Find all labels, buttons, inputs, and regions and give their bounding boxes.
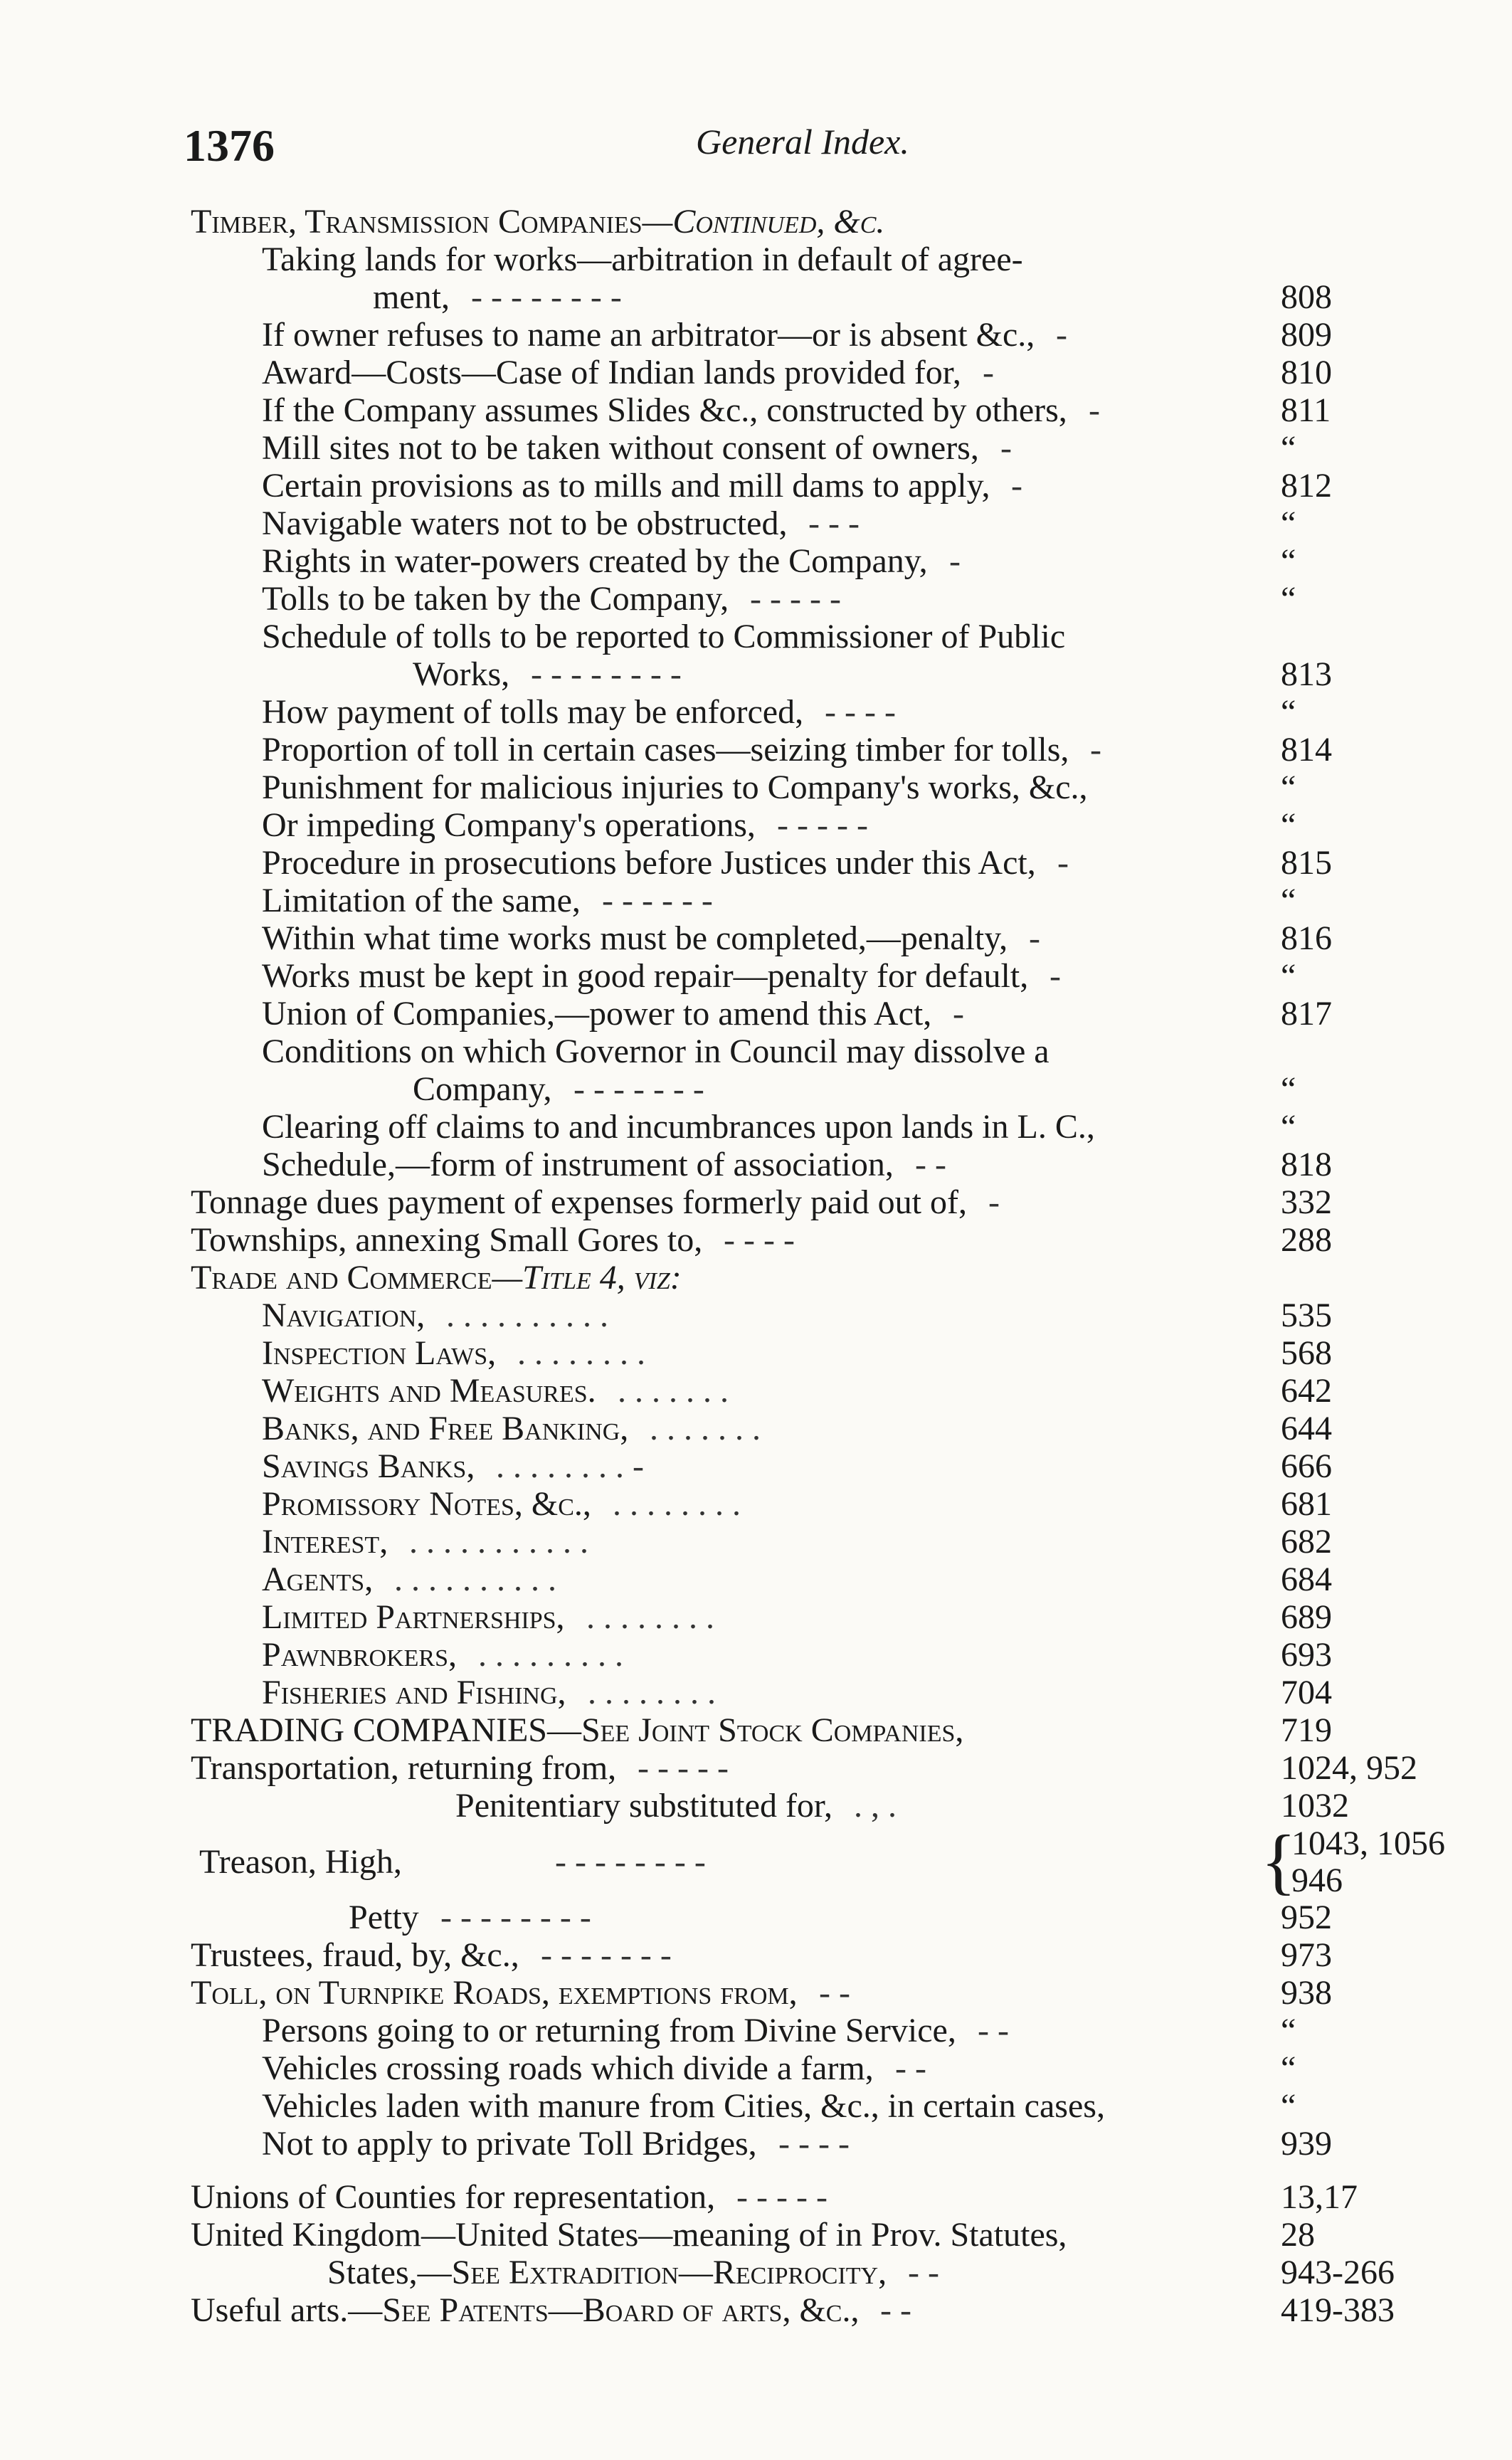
index-entry	[0, 1936, 1512, 1974]
leader-dots: . . . . . . . . .	[478, 1636, 623, 1674]
entry-text: Savings Banks,	[262, 1447, 475, 1485]
page-ref: 682	[1281, 1523, 1332, 1561]
index-entry	[0, 731, 1512, 769]
entry-text: Rights in water-powers created by the Company,	[262, 542, 928, 580]
index-entry	[0, 1523, 1512, 1561]
page-ref: 1024, 952	[1281, 1749, 1417, 1787]
index-entry	[0, 2012, 1512, 2049]
leader-dots: - - - - -	[750, 580, 841, 618]
leader-dots: - - - -	[724, 1221, 795, 1259]
entry-text: Tolls to be taken by the Company,	[262, 580, 729, 618]
index-entry	[0, 1674, 1512, 1711]
entry-text: Pawnbrokers,	[262, 1636, 457, 1674]
page-ref: 814	[1281, 731, 1332, 769]
leader-dots: . . . . . . . .	[517, 1334, 645, 1372]
entry-text: Certain provisions as to mills and mill dams to apply,	[262, 467, 990, 505]
entry-text: Award—Costs—Case of Indian lands provided for,	[262, 354, 961, 391]
entry-text: Penitentiary substituted for,	[455, 1787, 832, 1825]
leader-dots: . . . . . . . . . .	[446, 1297, 608, 1334]
entry-text: Union of Companies,—power to amend this Act,	[262, 995, 932, 1033]
index-entry	[0, 957, 1512, 995]
entry-text: Tonnage dues payment of expenses formerly paid out of,	[191, 1183, 967, 1221]
entry-text: Townships, annexing Small Gores to,	[191, 1221, 703, 1259]
leader-dots: -	[953, 995, 964, 1033]
leader-dots: -	[1011, 467, 1022, 505]
entry-text: Within what time works must be completed,—penalty,	[262, 919, 1008, 957]
leader-dots: -	[1089, 391, 1100, 429]
page-ref: 719	[1281, 1711, 1332, 1749]
page-ref: 815	[1281, 844, 1332, 882]
page-ref: 693	[1281, 1636, 1332, 1674]
entry-continuation: —Continued, &c.	[642, 203, 885, 241]
entry-text: States,—See Extradition—Reciprocity,	[327, 2254, 887, 2291]
entry-text: Clearing off claims to and incumbrances upon lands in L. C.,	[262, 1108, 1095, 1146]
leader-dots: . . . . . . .	[618, 1372, 729, 1410]
leader-dots: . . . . . . . .	[588, 1674, 716, 1711]
leader-dots: - - -	[808, 505, 860, 542]
page-ref: 644	[1281, 1410, 1332, 1447]
entry-text: Agents,	[262, 1561, 374, 1598]
index-entry	[0, 542, 1512, 580]
entry-text: Schedule of tolls to be reported to Commissioner of Public	[262, 618, 1066, 655]
entry-text: Limited Partnerships,	[262, 1598, 565, 1636]
running-head: General Index.	[696, 122, 909, 162]
index-entry	[0, 1070, 1512, 1108]
entry-text: Navigation,	[262, 1297, 425, 1334]
brace-icon: {	[1261, 1820, 1296, 1902]
entry-text: Trustees, fraud, by, &c.,	[191, 1936, 519, 1974]
entry-text: Useful arts.—See Patents—Board of arts, &c.,	[191, 2291, 860, 2329]
index-entry	[0, 1749, 1512, 1787]
index-entry	[0, 316, 1512, 354]
index-entry	[0, 618, 1512, 655]
index-entry	[0, 1899, 1512, 1936]
page-ref: “	[1281, 806, 1296, 844]
page-ref: “	[1281, 1108, 1296, 1146]
page-ref: 809	[1281, 316, 1332, 354]
leader-dots: - -	[978, 2012, 1009, 2049]
leader-dots: -	[988, 1183, 1000, 1221]
leader-dots: - -	[819, 1974, 850, 2012]
index-entry	[0, 2216, 1512, 2254]
index-entry	[0, 1259, 1512, 1297]
entry-text: Company,	[413, 1070, 552, 1108]
index-entry	[0, 2049, 1512, 2087]
index-entry-treason	[0, 1820, 1512, 1902]
leader-dots: . . . . . . . . -	[496, 1447, 644, 1485]
page-ref: “	[1281, 542, 1296, 580]
entry-text: Banks, and Free Banking,	[262, 1410, 629, 1447]
entry-text: Works,	[413, 655, 510, 693]
entry-text: Limitation of the same,	[262, 882, 581, 919]
leader-dots: - - - - - - -	[573, 1070, 704, 1108]
entry-text: Conditions on which Governor in Council may dissolve a	[262, 1033, 1050, 1070]
section-gap	[0, 2163, 1512, 2178]
page-ref: 818	[1281, 1146, 1332, 1183]
index-entry	[0, 769, 1512, 806]
entry-text: United Kingdom—United States—meaning of in Prov. Statutes,	[191, 2216, 1067, 2254]
entry-text: How payment of tolls may be enforced,	[262, 693, 804, 731]
page-ref: 419-383	[1281, 2291, 1395, 2329]
index-entry	[0, 278, 1512, 316]
leader-dots: - - - - -	[736, 2178, 828, 2216]
leader-dots: - - - -	[778, 2125, 850, 2163]
page-ref: “	[1281, 1070, 1296, 1108]
entry-text: Punishment for malicious injuries to Company's works, &c.,	[262, 769, 1088, 806]
entry-text: TRADING COMPANIES—See Joint Stock Companies,	[191, 1711, 964, 1749]
page-ref: 810	[1281, 354, 1332, 391]
index-entry	[0, 693, 1512, 731]
index-entry	[0, 203, 1512, 241]
index-entry	[0, 1221, 1512, 1259]
index-entry	[0, 429, 1512, 467]
page-ref: 812	[1281, 467, 1332, 505]
entry-text: Navigable waters not to be obstructed,	[262, 505, 788, 542]
page-ref: “	[1281, 693, 1296, 731]
index-entry	[0, 882, 1512, 919]
page-ref: 938	[1281, 1974, 1332, 2012]
leader-dots: - - - - - - - -	[440, 1899, 591, 1936]
index-entry	[0, 1297, 1512, 1334]
entry-text: Proportion of toll in certain cases—seizing timber for tolls,	[262, 731, 1069, 769]
index-entry	[0, 1410, 1512, 1447]
entry-text: Toll, on Turnpike Roads, exemptions from,	[191, 1974, 798, 2012]
index-entry	[0, 2291, 1512, 2329]
leader-dots: -	[1057, 844, 1069, 882]
entry-text: Inspection Laws,	[262, 1334, 497, 1372]
page-ref: “	[1281, 429, 1296, 467]
entry-text: If owner refuses to name an arbitrator—or is absent &c.,	[262, 316, 1035, 354]
index-entry	[0, 919, 1512, 957]
index-entry	[0, 1447, 1512, 1485]
index-entry	[0, 354, 1512, 391]
index-entry	[0, 2178, 1512, 2216]
index-entry	[0, 2254, 1512, 2291]
leader-dots: . . . . . . . .	[586, 1598, 714, 1636]
page-ref: 704	[1281, 1674, 1332, 1711]
page-ref: 13,17	[1281, 2178, 1358, 2216]
page-ref: 811	[1281, 391, 1331, 429]
page-ref: 568	[1281, 1334, 1332, 1372]
index-entry	[0, 844, 1512, 882]
page-ref: “	[1281, 505, 1296, 542]
index-entry	[0, 1485, 1512, 1523]
index-entry	[0, 995, 1512, 1033]
page-ref: 1043, 1056	[1291, 1825, 1445, 1862]
entry-continuation: —See Joint Stock Companies,	[546, 1711, 964, 1749]
index-entry	[0, 1108, 1512, 1146]
page-ref: 813	[1281, 655, 1332, 693]
entry-text: Transportation, returning from,	[191, 1749, 617, 1787]
page-ref: “	[1281, 957, 1296, 995]
page-ref: 973	[1281, 1936, 1332, 1974]
index-entry	[0, 241, 1512, 278]
index-entry	[0, 391, 1512, 429]
index-entry	[0, 1561, 1512, 1598]
index-entry	[0, 2125, 1512, 2163]
page-ref: 939	[1281, 2125, 1332, 2163]
page-ref: “	[1281, 769, 1296, 806]
page-ref: 952	[1281, 1899, 1332, 1936]
leader-dots: . . . . . . . .	[613, 1485, 741, 1523]
index-entry	[0, 1598, 1512, 1636]
page-ref: 808	[1281, 278, 1332, 316]
leader-dots: -	[949, 542, 961, 580]
leader-dots: - - - - - - - -	[531, 655, 682, 693]
entry-text: Weights and Measures.	[262, 1372, 596, 1410]
leader-dots: -	[1029, 919, 1040, 957]
page-ref: 1032	[1281, 1787, 1349, 1825]
page-ref: “	[1281, 580, 1296, 618]
entry-text: Works must be kept in good repair—penalty for default,	[262, 957, 1029, 995]
index-entry	[0, 1334, 1512, 1372]
index-entries	[0, 203, 1512, 2329]
entry-text: Promissory Notes, &c.,	[262, 1485, 591, 1523]
page-ref: “	[1281, 2087, 1296, 2125]
entry-continuation: See Patents—Board of arts, &c.,	[382, 2291, 860, 2329]
leader-dots: - - - - -	[638, 1749, 729, 1787]
leader-dots: - - - - - - -	[541, 1936, 672, 1974]
index-entry	[0, 1183, 1512, 1221]
index-entry	[0, 806, 1512, 844]
entry-text: Not to apply to private Toll Bridges,	[262, 2125, 757, 2163]
entry-text: Treason, High,	[199, 1843, 402, 1881]
entry-text: Petty	[349, 1899, 419, 1936]
leader-dots: . . . . . . . . . . .	[409, 1523, 588, 1561]
entry-text: Vehicles crossing roads which divide a farm,	[262, 2049, 874, 2087]
leader-dots: -	[1090, 731, 1101, 769]
index-entry	[0, 505, 1512, 542]
page-ref: 535	[1281, 1297, 1332, 1334]
index-entry	[0, 1636, 1512, 1674]
leader-dots: - - - - - - - -	[555, 1843, 706, 1881]
leader-dots: - -	[880, 2291, 911, 2329]
entry-text: If the Company assumes Slides &c., constructed by others,	[262, 391, 1067, 429]
leader-dots: -	[1050, 957, 1061, 995]
entry-text: Trade and Commerce—Title 4, viz:	[191, 1259, 682, 1297]
page-ref: 681	[1281, 1485, 1332, 1523]
page-ref: 946	[1291, 1862, 1343, 1899]
leader-dots: - - - - - -	[602, 882, 713, 919]
page-ref: 943-266	[1281, 2254, 1395, 2291]
page-ref: 816	[1281, 919, 1332, 957]
leader-dots: -	[1056, 316, 1067, 354]
leader-dots: - -	[908, 2254, 939, 2291]
index-entry	[0, 1711, 1512, 1749]
page-ref: “	[1281, 2012, 1296, 2049]
leader-dots: . . . . . . . . . .	[394, 1561, 556, 1598]
entry-text: Fisheries and Fishing,	[262, 1674, 566, 1711]
entry-text: Vehicles laden with manure from Cities, &c., in certain cases,	[262, 2087, 1105, 2125]
index-entry	[0, 1033, 1512, 1070]
entry-text: Mill sites not to be taken without consent of owners,	[262, 429, 979, 467]
index-entry	[0, 1372, 1512, 1410]
leader-dots: - - - - -	[777, 806, 868, 844]
leader-dots: - - - -	[825, 693, 896, 731]
leader-dots: -	[1000, 429, 1012, 467]
leader-dots: - -	[895, 2049, 926, 2087]
page-ref: 689	[1281, 1598, 1332, 1636]
page-ref: 684	[1281, 1561, 1332, 1598]
entry-continuation: —Title 4, viz:	[492, 1259, 682, 1297]
entry-text: Unions of Counties for representation,	[191, 2178, 716, 2216]
entry-text: Timber, Transmission Companies—Continued, &c.	[191, 203, 885, 241]
index-entry	[0, 1146, 1512, 1183]
page-number: 1376	[184, 120, 275, 171]
page-ref: 817	[1281, 995, 1332, 1033]
leader-dots: - - - - - - - -	[471, 278, 622, 316]
entry-continuation: See Extradition—Reciprocity,	[451, 2254, 887, 2291]
index-entry	[0, 655, 1512, 693]
index-entry	[0, 2087, 1512, 2125]
page-ref: 28	[1281, 2216, 1315, 2254]
leader-dots: . . . . . . .	[650, 1410, 761, 1447]
entry-text: Or impeding Company's operations,	[262, 806, 756, 844]
entry-text: Schedule,—form of instrument of association,	[262, 1146, 894, 1183]
page-ref: 642	[1281, 1372, 1332, 1410]
index-entry	[0, 1974, 1512, 2012]
page-ref: “	[1281, 2049, 1296, 2087]
leader-dots: . , .	[854, 1787, 897, 1825]
page-ref: 666	[1281, 1447, 1332, 1485]
leader-dots: -	[983, 354, 994, 391]
page-ref: 288	[1281, 1221, 1332, 1259]
entry-text: Procedure in prosecutions before Justices under this Act,	[262, 844, 1036, 882]
index-entry	[0, 467, 1512, 505]
leader-dots: - -	[915, 1146, 946, 1183]
entry-text: Taking lands for works—arbitration in default of agree-	[262, 241, 1023, 278]
page-ref: “	[1281, 882, 1296, 919]
entry-text: Persons going to or returning from Divine Service,	[262, 2012, 956, 2049]
index-entry	[0, 580, 1512, 618]
entry-text: ment,	[373, 278, 450, 316]
page-ref: 332	[1281, 1183, 1332, 1221]
entry-text: Interest,	[262, 1523, 388, 1561]
index-entry	[0, 1787, 1512, 1825]
